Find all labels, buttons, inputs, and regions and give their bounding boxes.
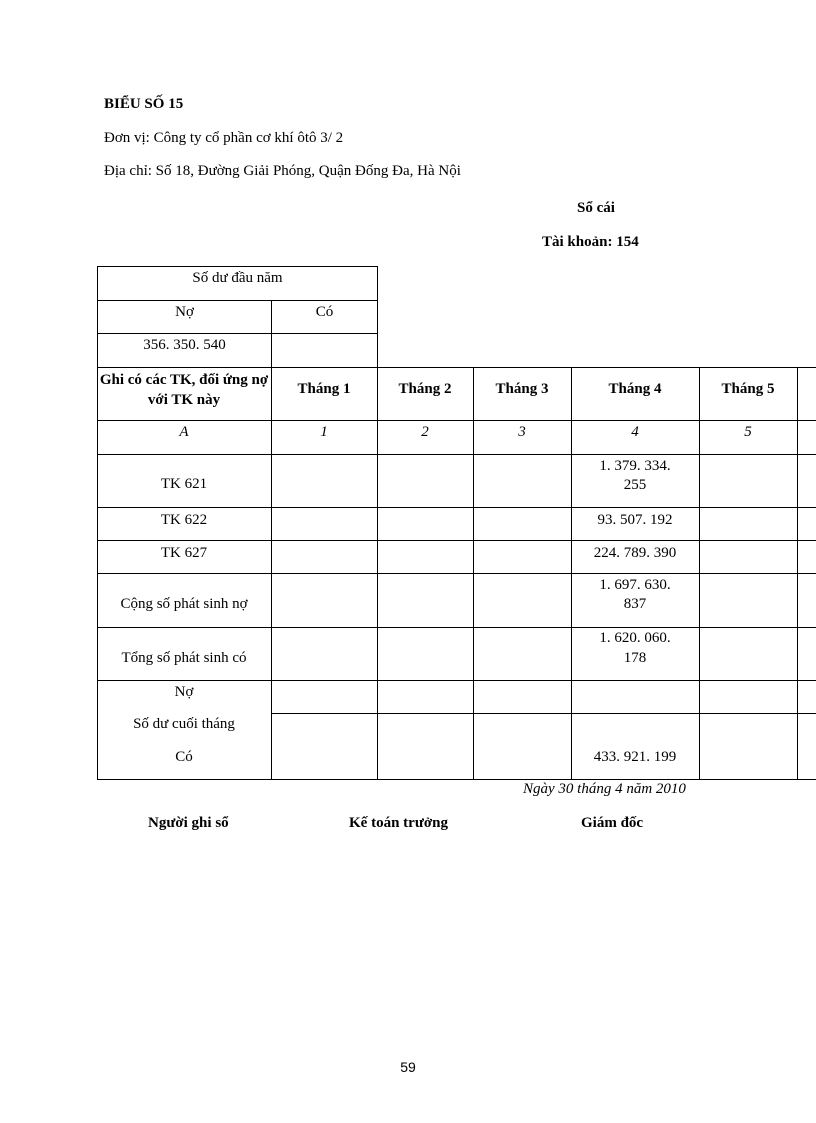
closing-debit-label: Nợ	[174, 684, 194, 700]
page-number: 59	[400, 1059, 416, 1075]
total-debit-month4-line2: 837	[623, 596, 647, 612]
closing-credit-label: Có	[175, 749, 193, 765]
account-number: Tài khoản: 154	[542, 234, 639, 250]
total-credit-month4-line1: 1. 620. 060.	[599, 630, 671, 646]
code-cell: 5	[744, 424, 752, 440]
row-label-tk627: TK 627	[160, 545, 208, 561]
company-address: Địa chỉ: Số 18, Đường Giải Phóng, Quận Đống Đa, Hà Nội	[104, 163, 461, 179]
code-cell: 2	[421, 424, 429, 440]
signer-director: Giám đốc	[581, 815, 644, 831]
row-label-tk621: TK 621	[160, 476, 208, 492]
month-header-4: Tháng 4	[608, 381, 662, 397]
row-label-tk622: TK 622	[160, 512, 208, 528]
tk621-month4-line1: 1. 379. 334.	[599, 458, 671, 474]
signer-bookkeeper: Người ghi sổ	[148, 815, 229, 831]
tk627-month4-value: 224. 789. 390	[593, 545, 677, 561]
tk622-month4-value: 93. 507. 192	[597, 512, 673, 528]
ledger-title: Sổ cái	[577, 200, 615, 216]
code-cell: 4	[631, 424, 639, 440]
month-header-1: Tháng 1	[297, 381, 351, 397]
corner-header: Ghi có các TK, đối ứng nợ với TK này	[99, 372, 269, 408]
total-credit-month4-line2: 178	[623, 650, 647, 666]
month-header-5: Tháng 5	[721, 381, 775, 397]
tk621-month4-line2: 255	[623, 477, 647, 493]
opening-debit-value: 356. 350. 540	[143, 337, 226, 353]
row-label-total-debit: Cộng số phát sinh nợ	[120, 596, 248, 612]
code-cell: 1	[320, 424, 328, 440]
opening-debit-label: Nợ	[175, 304, 194, 320]
closing-balance-label: Số dư cuối tháng	[133, 716, 235, 732]
opening-credit-label: Có	[315, 304, 334, 320]
closing-credit-month4-value: 433. 921. 199	[593, 749, 677, 765]
month-header-2: Tháng 2	[398, 381, 452, 397]
total-debit-month4-line1: 1. 697. 630.	[599, 577, 671, 593]
opening-balance-label: Số dư đầu năm	[192, 270, 283, 286]
form-number: BIỂU SỐ 15	[104, 96, 184, 112]
month-header-3: Tháng 3	[495, 381, 549, 397]
code-cell: 3	[518, 424, 526, 440]
signer-chief-accountant: Kế toán trưởng	[349, 815, 448, 831]
company-unit: Đơn vị: Công ty cổ phần cơ khí ôtô 3/ 2	[104, 130, 344, 146]
code-cell: A	[179, 424, 189, 440]
row-label-total-credit: Tổng số phát sinh có	[121, 650, 247, 666]
signature-date: Ngày 30 tháng 4 năm 2010	[523, 781, 686, 797]
